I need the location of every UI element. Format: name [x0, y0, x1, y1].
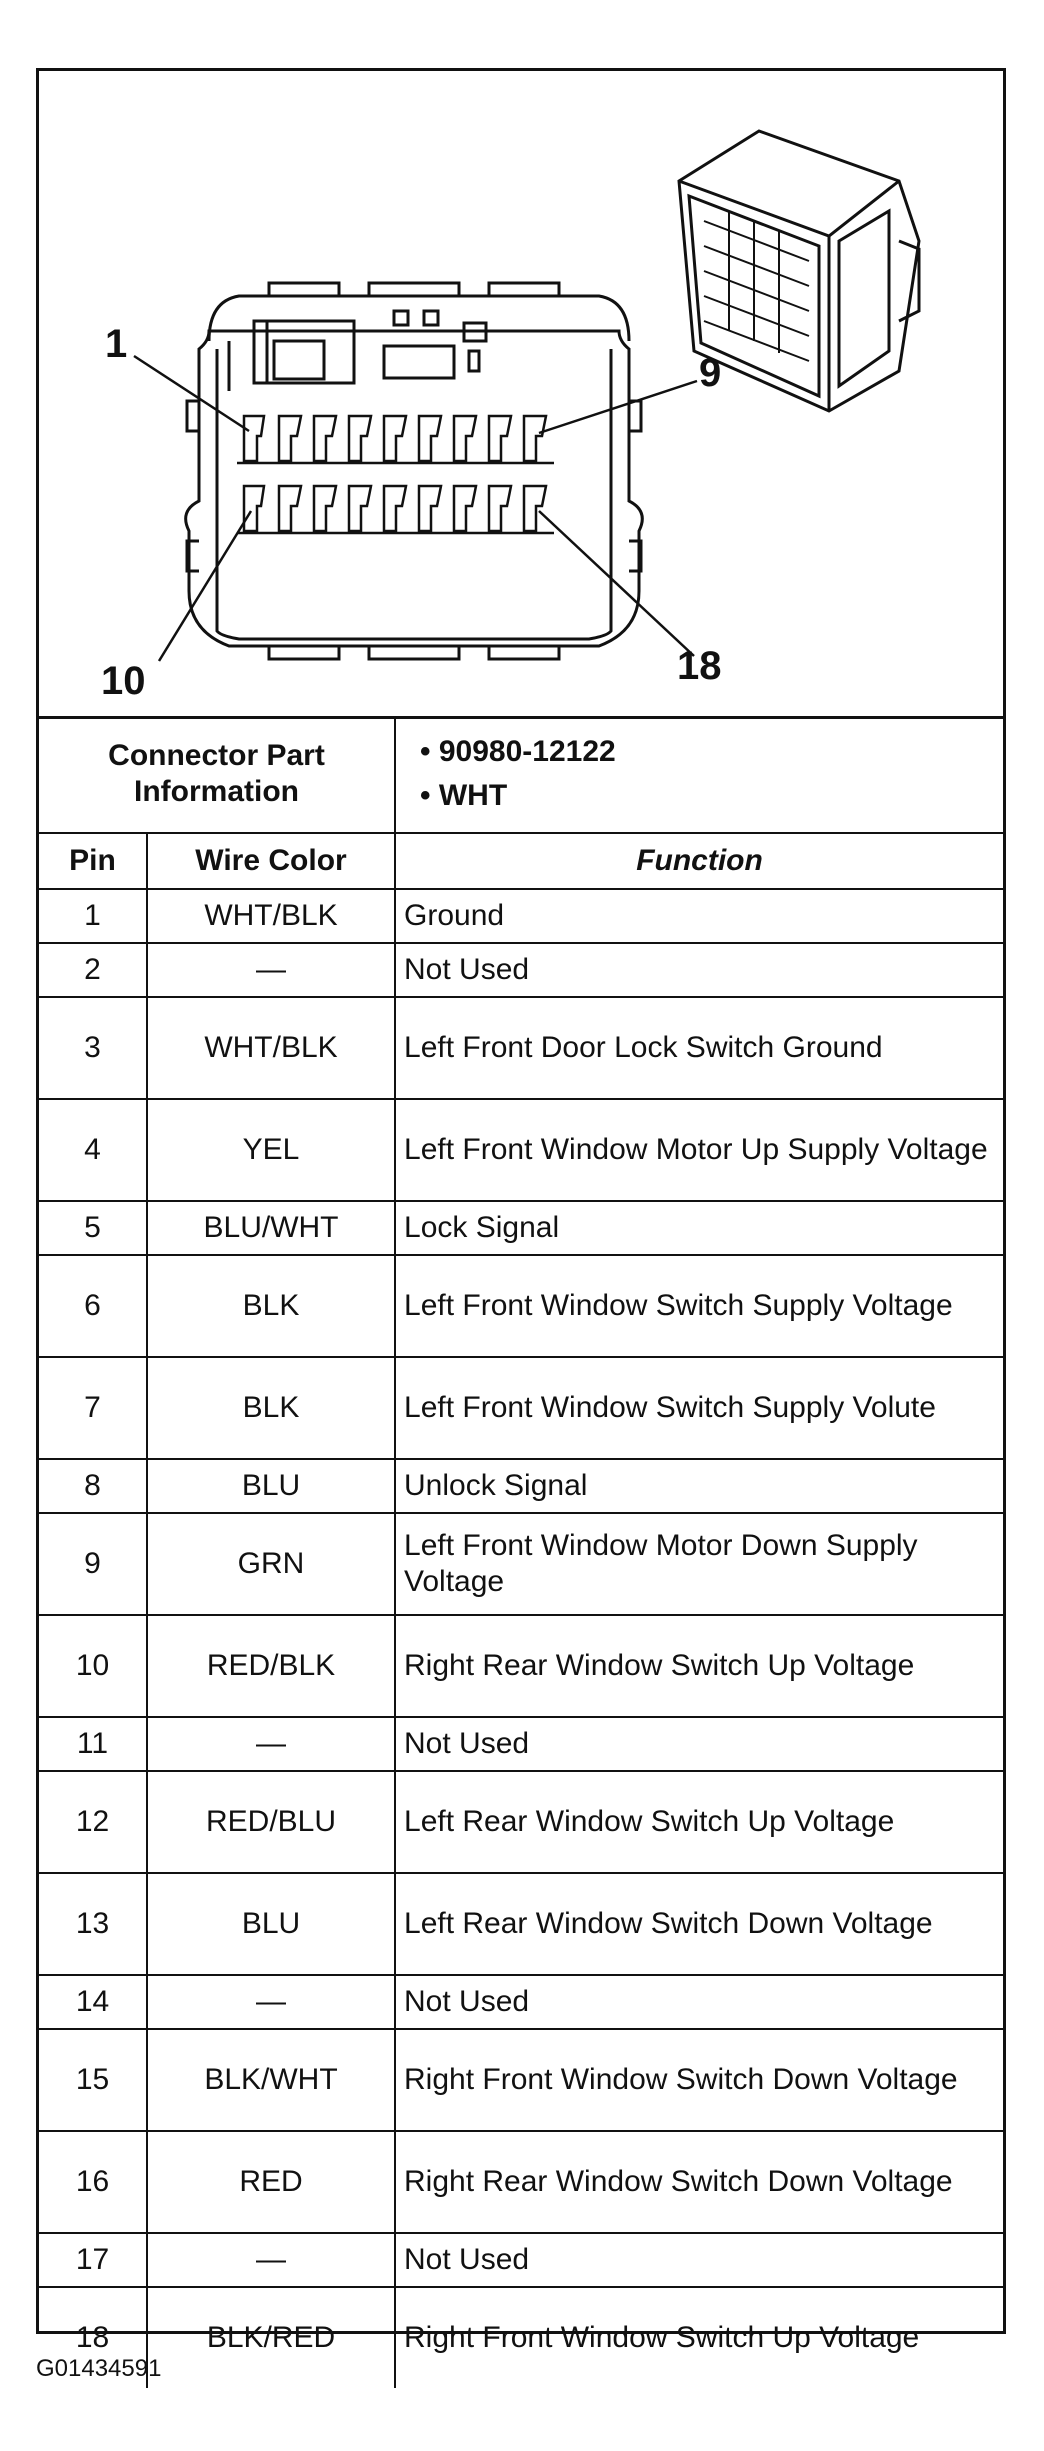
wire-color-cell: RED/BLK: [147, 1615, 395, 1717]
table-row: [39, 1873, 1003, 1975]
wire-color-cell: RED/BLU: [147, 1771, 395, 1873]
wire-color-cell: BLU: [147, 1873, 395, 1975]
function-cell: Not Used: [395, 1717, 1003, 1771]
table-row: [39, 997, 1003, 1099]
header-wire-color: Wire Color: [147, 833, 395, 889]
connector-diagram: [39, 71, 1003, 719]
wire-color-cell: WHT/BLK: [147, 997, 395, 1099]
table-row: [39, 1201, 1003, 1255]
connector-part-number: • 90980-12122: [420, 735, 616, 768]
wire-color-cell: WHT/BLK: [147, 889, 395, 943]
wire-color-cell: BLK/RED: [147, 2287, 395, 2388]
header-function: Function: [395, 833, 1003, 889]
function-cell: Left Front Window Motor Up Supply Voltage: [395, 1099, 1003, 1201]
wire-color-cell: BLU: [147, 1459, 395, 1513]
pin-cell: 2: [39, 943, 147, 997]
pinout-table: [39, 716, 1003, 2388]
connector-info-values: [395, 716, 1003, 833]
wire-color-cell: RED: [147, 2131, 395, 2233]
pin-cell: 9: [39, 1513, 147, 1615]
table-row: [39, 1099, 1003, 1201]
table-row: [39, 1771, 1003, 1873]
header-pin: Pin: [39, 833, 147, 889]
wire-color-cell: —: [147, 943, 395, 997]
function-cell: Right Rear Window Switch Up Voltage: [395, 1615, 1003, 1717]
pin-cell: 7: [39, 1357, 147, 1459]
table-row: [39, 1975, 1003, 2029]
wire-color-cell: BLK: [147, 1255, 395, 1357]
pin-label-18: 18: [677, 644, 722, 688]
pin-label-9: 9: [699, 351, 722, 395]
pin-cell: 8: [39, 1459, 147, 1513]
connector-info-row: [39, 716, 1003, 833]
table-row: [39, 889, 1003, 943]
table-row: [39, 1615, 1003, 1717]
wire-color-cell: GRN: [147, 1513, 395, 1615]
function-cell: Not Used: [395, 943, 1003, 997]
function-cell: Not Used: [395, 2233, 1003, 2287]
table-row: [39, 1459, 1003, 1513]
wire-color-cell: BLK/WHT: [147, 2029, 395, 2131]
function-cell: Left Front Door Lock Switch Ground: [395, 997, 1003, 1099]
pin-label-10: 10: [101, 659, 146, 703]
pin-cell: 12: [39, 1771, 147, 1873]
function-cell: Unlock Signal: [395, 1459, 1003, 1513]
function-cell: Lock Signal: [395, 1201, 1003, 1255]
pin-cell: 4: [39, 1099, 147, 1201]
table-row: [39, 1513, 1003, 1615]
table-row: [39, 1357, 1003, 1459]
wire-color-cell: YEL: [147, 1099, 395, 1201]
function-cell: Right Front Window Switch Down Voltage: [395, 2029, 1003, 2131]
function-cell: Right Rear Window Switch Down Voltage: [395, 2131, 1003, 2233]
figure-code: G01434591: [36, 2355, 162, 2382]
pin-cell: 6: [39, 1255, 147, 1357]
wire-color-cell: —: [147, 1717, 395, 1771]
connector-face: [186, 283, 643, 659]
table-row: [39, 2131, 1003, 2233]
function-cell: Right Front Window Switch Up Voltage: [395, 2287, 1003, 2388]
table-row: [39, 2233, 1003, 2287]
pin-cell: 15: [39, 2029, 147, 2131]
pin-cell: 3: [39, 997, 147, 1099]
pin-cell: 16: [39, 2131, 147, 2233]
function-cell: Ground: [395, 889, 1003, 943]
pin-cell: 18: [39, 2287, 147, 2388]
table-row: [39, 1717, 1003, 1771]
connector-sheet: [36, 68, 1006, 2354]
table-row: [39, 2287, 1003, 2388]
pin-cell: 1: [39, 889, 147, 943]
pin-row-bottom: [237, 486, 554, 533]
wire-color-cell: BLU/WHT: [147, 1201, 395, 1255]
connector-face-drawing: [39, 71, 1003, 716]
table-row: [39, 943, 1003, 997]
function-cell: Left Front Window Motor Down Supply Voltage: [395, 1513, 1003, 1615]
pin-row-top: [237, 416, 554, 463]
wire-color-cell: —: [147, 2233, 395, 2287]
table-header-row: [39, 833, 1003, 889]
function-cell: Left Rear Window Switch Up Voltage: [395, 1771, 1003, 1873]
function-cell: Left Front Window Switch Supply Voltage: [395, 1255, 1003, 1357]
pin-label-1: 1: [105, 322, 128, 366]
function-cell: Left Rear Window Switch Down Voltage: [395, 1873, 1003, 1975]
pin-cell: 17: [39, 2233, 147, 2287]
pin-cell: 11: [39, 1717, 147, 1771]
table-row: [39, 2029, 1003, 2131]
function-cell: Not Used: [395, 1975, 1003, 2029]
pin-cell: 10: [39, 1615, 147, 1717]
pin-cell: 13: [39, 1873, 147, 1975]
pin-cell: 14: [39, 1975, 147, 2029]
function-cell: Left Front Window Switch Supply Volute: [395, 1357, 1003, 1459]
wire-color-cell: BLK: [147, 1357, 395, 1459]
connector-color: • WHT: [420, 779, 508, 812]
connector-info-label: Connector Part Information: [39, 716, 395, 833]
wire-color-cell: —: [147, 1975, 395, 2029]
pin-cell: 5: [39, 1201, 147, 1255]
table-row: [39, 1255, 1003, 1357]
